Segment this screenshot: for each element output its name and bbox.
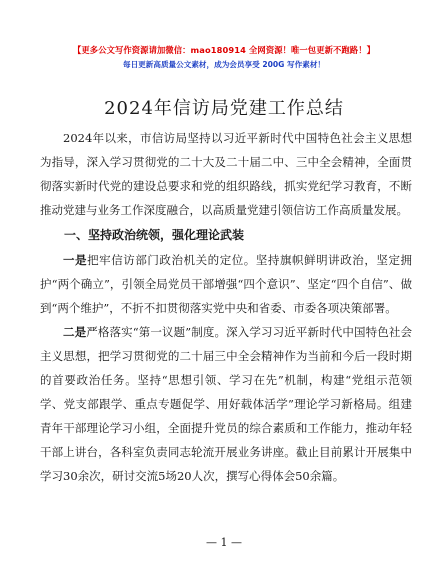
paragraph-one-text: 把牢信访部门政治机关的定位。坚持旗帜鲜明讲政治，坚定拥护“两个确立”，引领全局党员干部增强“四个意识”、坚定“四个自信”、做到“两个维护”，不折不扣贯彻落实党中央和省委、市委各项决策部署。 xyxy=(40,253,412,315)
document-body xyxy=(40,126,412,488)
paragraph-one xyxy=(40,248,412,320)
promo-banner-line-1: 【更多公文写作资源请加微信：mao180914 全网资源！唯一包更新不跑路！】 xyxy=(73,45,375,55)
section-heading: 一、坚持政治统领，强化理论武装 xyxy=(64,228,245,242)
document-title: 2024年信访局党建工作总结 xyxy=(104,98,344,119)
intro-paragraph: 2024年以来，市信访局坚持以习近平新时代中国特色社会主义思想为指导，深入学习贯彻党的二十大及二十届二中、三中全会精神，全面贯彻落实新时代党的建设总要求和党的组织路线，抓实党纪学习教育，不断推动党建与业务工作深度融合，以高质量党建引领信访工作高质量发展。 xyxy=(40,131,412,217)
paragraph-two-text: 严格落实“第一议题”制度。深入学习习近平新时代中国特色社会主义思想，把学习贯彻党的二十届三中全会精神作为当前和今后一段时期的首要政治任务。坚持“思想引领、学习在先”机制，构建“党组示范领学、党支部跟学、重点专题促学、用好载体活学”理论学习新格局。组建青年干部理论学习小组，全面提升党员的综合素质和工作能力，推动年轻干部上讲台，各科室负责同志轮流开展业务讲座。截止目前累计开展集中学习30余次，研讨交流5场20人次，撰写心得体会50余篇。 xyxy=(40,325,412,483)
paragraph-two xyxy=(40,320,412,488)
promo-banner-line-2: 每日更新高质量公文素材，成为会员享受 200G 写作素材！ xyxy=(122,60,326,69)
paragraph-one-lead: 一是 xyxy=(63,253,88,267)
paragraph-two-lead: 二是 xyxy=(63,325,87,339)
page-number: — 1 — xyxy=(206,536,242,549)
